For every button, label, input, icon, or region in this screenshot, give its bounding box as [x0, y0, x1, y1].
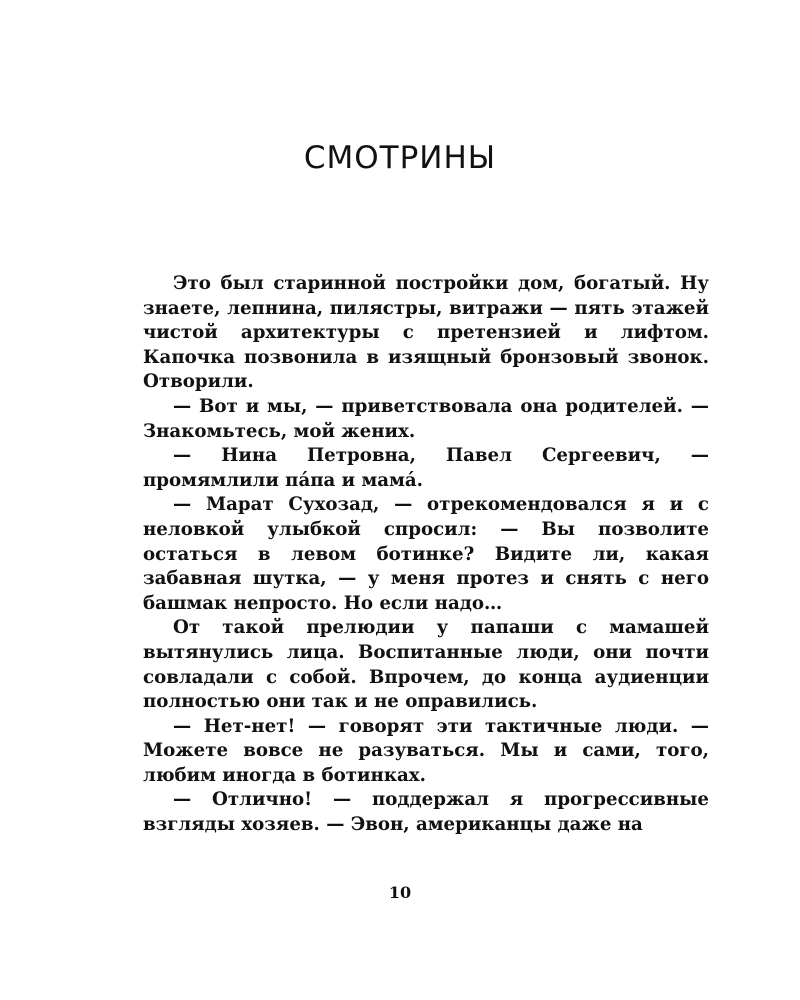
- paragraph: — Марат Сухозад, — отрекомендовался я и с неловкой улыбкой спросил: — Вы позволите остаться в левом ботинке? Видите ли, какая забавная шутка, — у меня протез и снять с него башмак непросто. Но если надо…: [143, 494, 709, 614]
- paragraph: — Вот и мы, — приветствовала она родителей. — Знакомьтесь, мой жених.: [143, 395, 709, 442]
- paragraph: — Нет-нет! — говорят эти тактичные люди. — Можете вовсе не разуваться. Мы и сами, того, любим иногда в ботинках.: [143, 715, 709, 786]
- paragraph: — Нина Петровна, Павел Сергеевич, — промямлили па́па и мама́.: [143, 445, 709, 491]
- page-number: 10: [388, 883, 412, 902]
- paragraph: От такой прелюдии у папаши с мамашей вытянулись лица. Воспитанные люди, они почти совладали с собой. Впрочем, до конца аудиенции полностью они так и не оправились.: [143, 617, 709, 713]
- paragraph: — Отлично! — поддержал я прогрессивные взгляды хозяев. — Эвон, американцы даже на: [143, 789, 709, 836]
- paragraph: Это был старинной постройки дом, богатый. Ну знаете, лепнина, пилястры, витражи — пять этажей чистой архитектуры с претензией и лифтом. Капочка позвонила в изящный бронзовый звонок. Отворили.: [143, 273, 709, 393]
- chapter-title: СМОТРИНЫ: [303, 140, 497, 176]
- body-text: [143, 272, 709, 838]
